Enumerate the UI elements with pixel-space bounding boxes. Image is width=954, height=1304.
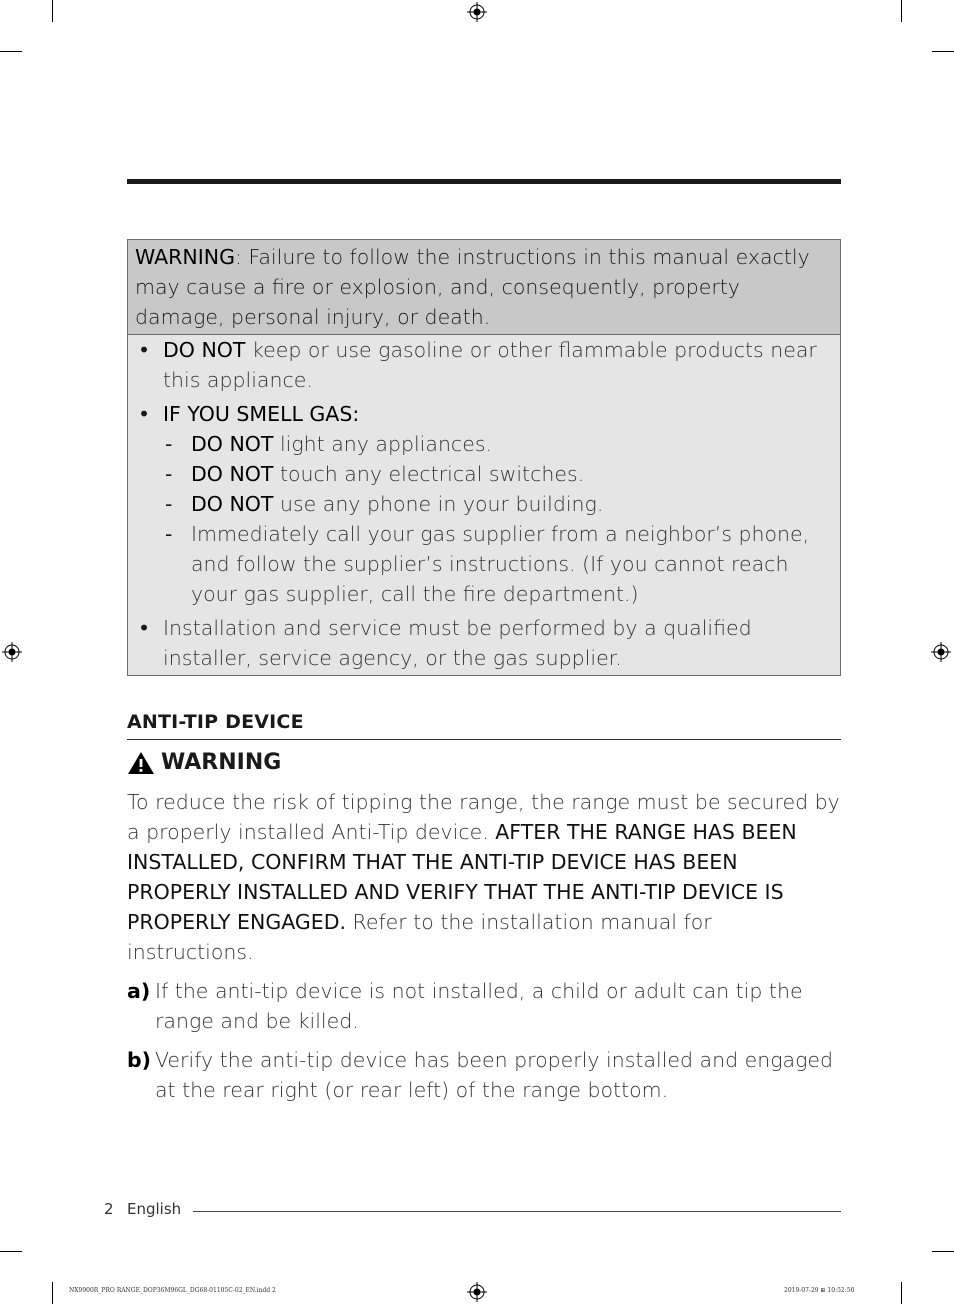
- warning-triangle-icon: [127, 751, 155, 775]
- warning-box-header-text: : Failure to follow the instructions in this manual exactly may cause a fire or explosion, and, consequently, property damage, personal injury, or death.: [135, 245, 810, 329]
- warning-box: [127, 239, 841, 676]
- top-rule: [127, 179, 841, 184]
- registration-mark-icon: [2, 642, 22, 662]
- list-item: [135, 519, 832, 609]
- paragraph-outro: Refer to the installation manual for instructions.: [127, 910, 712, 964]
- item-text: Installation and service must be performed by a qualified installer, service agency, or the gas supplier.: [163, 616, 752, 670]
- section-rule: [127, 739, 841, 740]
- list-item: [127, 1045, 841, 1105]
- bullet-icon: •: [138, 402, 151, 426]
- warning-box-body: [128, 335, 840, 675]
- item-text: Verify the anti-tip device has been properly installed and engaged at the rear right (or rear left) of the range bottom.: [155, 1048, 834, 1102]
- bullet-icon: •: [138, 616, 151, 640]
- section-title: ANTI-TIP DEVICE: [127, 711, 304, 733]
- item-strong: DO NOT: [191, 432, 274, 456]
- crop-mark: [52, 1282, 53, 1304]
- warning-box-label: WARNING: [135, 245, 236, 269]
- list-item: [127, 976, 841, 1036]
- paragraph-intro: To reduce the risk of tipping the range, the range must be secured by a properly installed Anti-Tip device.: [127, 790, 840, 844]
- crop-mark: [932, 1251, 954, 1252]
- dash-icon: -: [165, 522, 173, 546]
- item-strong: DO NOT: [191, 462, 274, 486]
- item-text: Immediately call your gas supplier from a neighbor’s phone, and follow the supplier’s instructions. (If you cannot reach your gas supplier, call the fire department.): [191, 522, 810, 606]
- bullet-icon: •: [138, 338, 151, 362]
- crop-mark: [0, 1251, 22, 1252]
- registration-mark-icon: [467, 2, 487, 22]
- list-item: [135, 489, 832, 519]
- paragraph-caps: AFTER THE RANGE HAS BEEN INSTALLED, CONFIRM THAT THE ANTI-TIP DEVICE HAS BEEN PROPERLY INSTALLED AND VERIFY THAT THE ANTI-TIP DEVICE IS PROPERLY ENGAGED.: [127, 820, 797, 934]
- list-item: [135, 613, 832, 673]
- page-number: 2: [104, 1200, 114, 1218]
- slug-timestamp: 2019-07-29 ⊞ 10:52:50: [784, 1287, 855, 1294]
- list-item: [135, 399, 832, 609]
- item-strong: DO NOT: [163, 338, 246, 362]
- dash-icon: -: [165, 462, 173, 486]
- warning-label-text: WARNING: [161, 750, 282, 775]
- list-item: [135, 459, 832, 489]
- anti-tip-paragraph: [127, 787, 841, 967]
- registration-mark-icon: [931, 642, 951, 662]
- item-text: light any appliances.: [273, 432, 493, 456]
- dash-icon: -: [165, 432, 173, 456]
- item-text: touch any electrical switches.: [273, 462, 585, 486]
- list-item: [135, 335, 832, 395]
- slug-filename: NX9900R_PRO RANGE_DOP36M96GL_DG68-01105C-02_EN.indd 2: [69, 1287, 276, 1294]
- item-marker: a): [127, 979, 151, 1003]
- registration-mark-icon: [467, 1282, 487, 1302]
- crop-mark: [0, 51, 22, 52]
- item-text: keep or use gasoline or other flammable products near this appliance.: [163, 338, 817, 392]
- item-text: If the anti-tip device is not installed, a child or adult can tip the range and be killed.: [155, 979, 803, 1033]
- warning-box-header: [128, 240, 840, 335]
- anti-tip-warning-label: [127, 750, 281, 775]
- footer-rule: [193, 1211, 841, 1212]
- item-strong: DO NOT: [191, 492, 274, 516]
- crop-mark: [52, 0, 53, 22]
- item-strong: IF YOU SMELL GAS:: [163, 402, 360, 426]
- crop-mark: [901, 0, 902, 22]
- footer-language: English: [127, 1200, 182, 1218]
- crop-mark: [932, 51, 954, 52]
- item-marker: b): [127, 1048, 152, 1072]
- list-item: [135, 429, 832, 459]
- crop-mark: [901, 1282, 902, 1304]
- dash-icon: -: [165, 492, 173, 516]
- item-text: use any phone in your building.: [273, 492, 604, 516]
